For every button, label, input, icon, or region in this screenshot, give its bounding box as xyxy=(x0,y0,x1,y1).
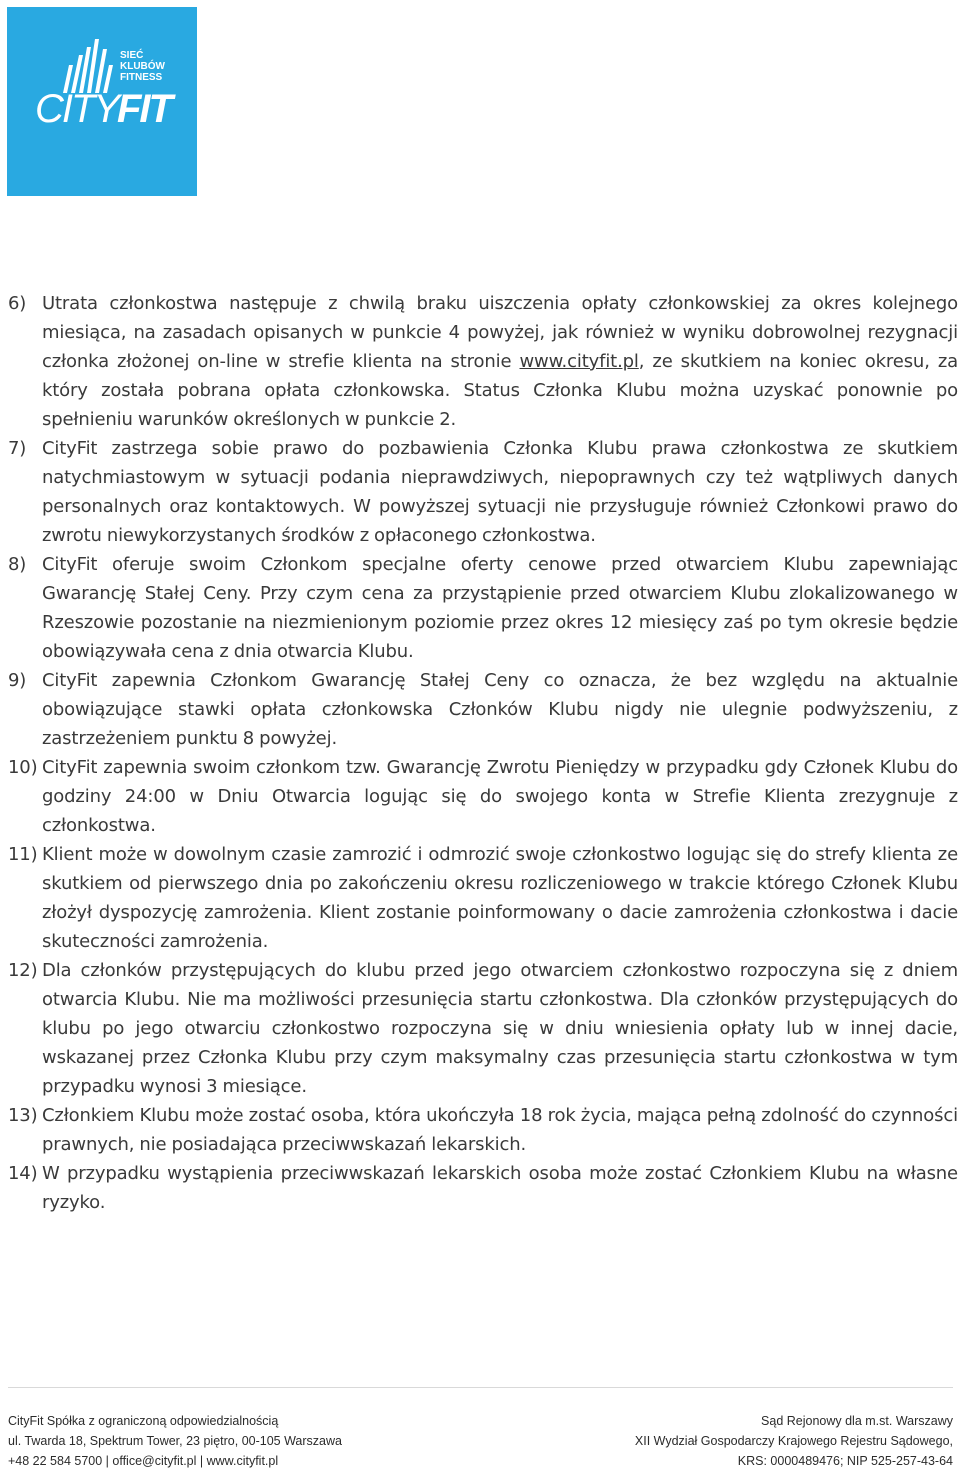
term-number: 14) xyxy=(8,1163,38,1184)
term-item-9 xyxy=(8,666,958,753)
logo-brand-line2: KLUBÓW xyxy=(120,61,165,72)
footer-address: ul. Twarda 18, Spektrum Tower, 23 piętro, 00-105 Warszawa xyxy=(8,1434,342,1448)
footer-company-name: CityFit Spółka z ograniczoną odpowiedzialnością xyxy=(8,1414,279,1428)
term-item-8 xyxy=(8,550,958,666)
term-number: 10) xyxy=(8,757,38,778)
website-link[interactable]: www.cityfit.pl xyxy=(519,351,639,372)
term-number: 9) xyxy=(8,670,27,691)
footer-contact: +48 22 584 5700 | office@cityfit.pl | www.cityfit.pl xyxy=(8,1454,279,1468)
term-item-14 xyxy=(8,1159,958,1217)
cityfit-logo-graphic xyxy=(7,7,197,196)
term-text: Członkiem Klubu może zostać osoba, która ukończyła 18 rok życia, mająca pełną zdolność do czynności prawnych, nie posiadająca przeciwwskazań lekarskich. xyxy=(42,1105,958,1155)
logo-wordmark-fit: FIT xyxy=(117,87,171,131)
footer-registry-numbers: KRS: 0000489476; NIP 525-257-43-64 xyxy=(737,1454,953,1468)
footer-court-division: XII Wydział Gospodarczy Krajowego Rejestru Sądowego, xyxy=(634,1434,953,1448)
term-text: CityFit zapewnia swoim członkom tzw. Gwarancję Zwrotu Pieniędzy w przypadku gdy Członek Klubu do godziny 24:00 w Dniu Otwarcia logując się do swojego konta w Strefie Klienta zrezygnuje z członkostwa. xyxy=(42,757,958,836)
term-text: W przypadku wystąpienia przeciwwskazań lekarskich osoba może zostać Członkiem Klubu na własne ryzyko. xyxy=(42,1163,958,1213)
term-number: 8) xyxy=(8,554,27,575)
term-number: 6) xyxy=(8,293,27,314)
footer-divider xyxy=(8,1387,953,1388)
cityfit-logo xyxy=(7,7,197,196)
term-text: Dla członków przystępujących do klubu przed jego otwarciem członkostwo rozpoczyna się z dniem otwarcia Klubu. Nie ma możliwości przesunięcia startu członkostwa. Dla członków przystępujących do klubu po jego otwarciu członkostwo rozpoczyna się w dniu wniesienia opłaty lub w innej dacie, wskazanej przez Członka Klubu przy czym maksymalny czas przesunięcia startu członkostwa w tym przypadku wynosi 3 miesiące. xyxy=(42,960,958,1097)
terms-list xyxy=(8,289,958,1217)
term-text: Klient może w dowolnym czasie zamrozić i odmrozić swoje członkostwo logując się do strefy klienta ze skutkiem od pierwszego dnia po zakończeniu okresu rozliczeniowego w trakcie którego Członek Klubu złożył dyspozycję zamrożenia. Klient zostanie poinformowany o dacie zamrożenia członkostwa i dacie skuteczności zamrożenia. xyxy=(42,844,958,952)
term-text: CityFit oferuje swoim Członkom specjalne oferty cenowe przed otwarciem Klubu zapewniając Gwarancję Stałej Ceny. Przy czym cena za przystąpienie przed otwarciem Klubu zlokalizowanego w Rzeszowie pozostanie na niezmienionym poziomie przez okres 12 miesięcy zaś po tym okresie będzie obowiązywała cena z dnia otwarcia Klubu. xyxy=(42,554,958,662)
term-text: CityFit zapewnia Członkom Gwarancję Stałej Ceny co oznacza, że bez względu na aktualnie obowiązujące stawki opłata członkowska Członków Klubu nigdy nie ulegnie podwyższeniu, z zastrzeżeniem punktu 8 powyżej. xyxy=(42,670,958,749)
term-item-10 xyxy=(8,753,958,840)
term-number: 12) xyxy=(8,960,38,981)
term-item-6 xyxy=(8,289,958,434)
term-item-13 xyxy=(8,1101,958,1159)
term-text-after-link: , ze skutkiem na koniec okresu, za który została pobrana opłata członkowska. Status Członka Klubu można uzyskać ponownie po spełnieniu warunków określonych w punkcie 2. xyxy=(42,351,958,430)
footer-company-info xyxy=(8,1411,342,1471)
logo-wordmark-city: CITY xyxy=(35,87,119,131)
logo-brand-line1: SIEĆ xyxy=(120,50,144,61)
footer-registry-info xyxy=(635,1411,953,1471)
term-text xyxy=(42,293,958,430)
term-number: 7) xyxy=(8,438,27,459)
term-item-12 xyxy=(8,956,958,1101)
term-number: 11) xyxy=(8,844,38,865)
term-text: CityFit zastrzega sobie prawo do pozbawienia Członka Klubu prawa członkostwa ze skutkiem natychmiastowym w sytuacji podania nieprawdziwych, niepoprawnych czy też wątpliwych danych personalnych oraz kontaktowych. W powyższej sytuacji nie przysługuje również Członkowi prawo do zwrotu niewykorzystanych środków z opłaconego członkostwa. xyxy=(42,438,958,546)
term-item-11 xyxy=(8,840,958,956)
term-text-before-link: Utrata członkostwa następuje z chwilą braku uiszczenia opłaty członkowskiej za okres kolejnego miesiąca, na zasadach opisanych w punkcie 4 powyżej, jak również w wyniku dobrowolnej rezygnacji członka złożonej on-line w strefie klienta na stronie xyxy=(42,293,958,372)
term-number: 13) xyxy=(8,1105,38,1126)
logo-brand-line3: FITNESS xyxy=(120,72,163,83)
term-item-7 xyxy=(8,434,958,550)
footer-court: Sąd Rejonowy dla m.st. Warszawy xyxy=(761,1414,953,1428)
